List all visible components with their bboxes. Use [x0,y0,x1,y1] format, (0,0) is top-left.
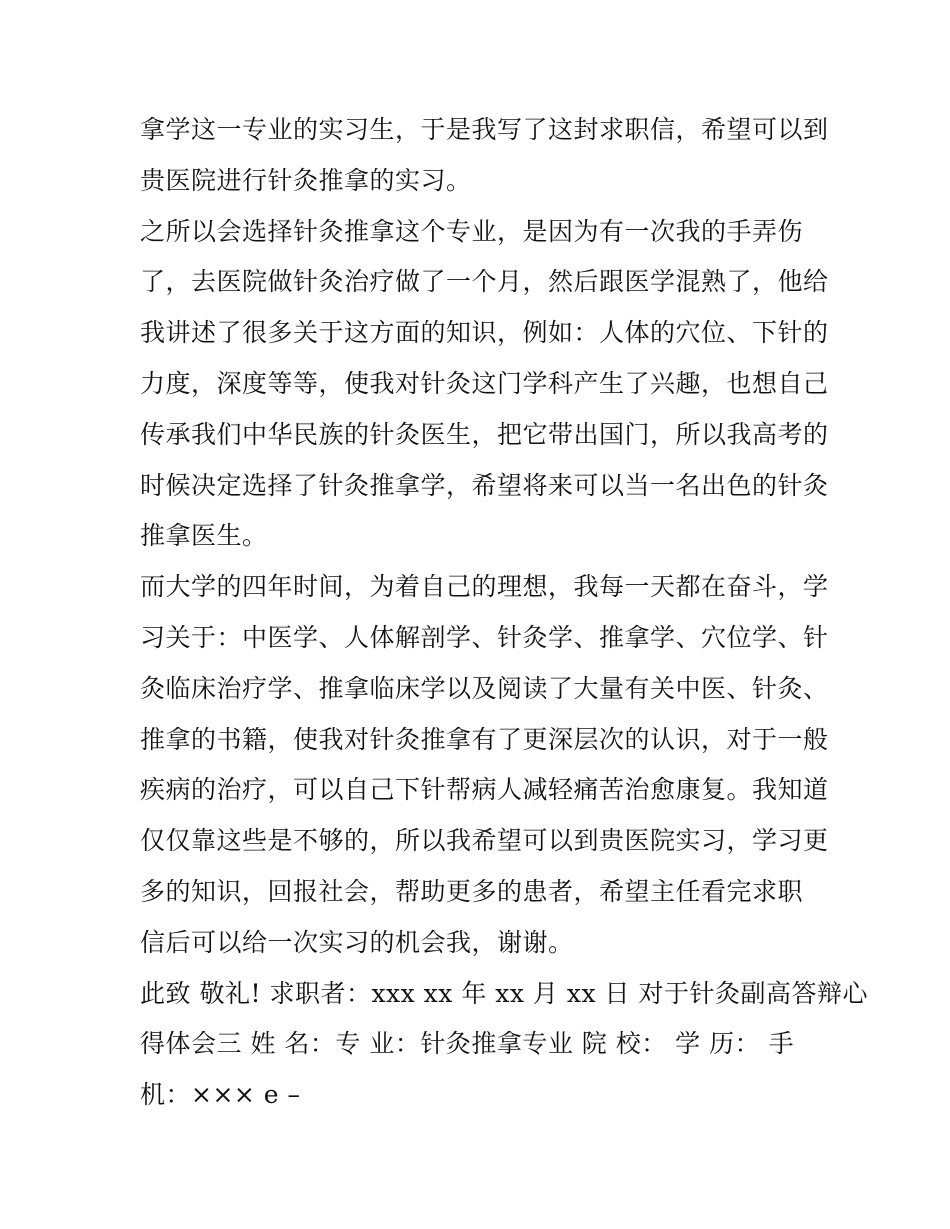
text-line: 机：××× e – [140,1080,301,1110]
text-line: 仅仅靠这些是不够的，所以我希望可以到贵医院实习，学习更 [140,826,829,856]
text-line: 贵医院进行针灸推拿的实习。 [140,165,472,195]
text-line: 推拿医生。 [140,521,268,551]
text-line: 传承我们中华民族的针灸医生，把它带出国门，所以我高考的 [140,419,829,449]
text-line: 此致 敬礼! 求职者：xxx xx 年 xx 月 xx 日 对于针灸副高答辩心 [140,978,868,1008]
text-line: 得体会三 姓 名：专 业：针灸推拿专业 院 校： 学 历： 手 [140,1029,795,1059]
text-line: 了，去医院做针灸治疗做了一个月，然后跟医学混熟了，他给 [140,267,829,297]
text-line: 拿学这一专业的实习生，于是我写了这封求职信，希望可以到 [140,115,829,144]
text-line: 信后可以给一次实习的机会我，谢谢。 [140,927,574,957]
text-line: 推拿的书籍，使我对针灸推拿有了更深层次的认识，对于一般 [140,724,829,754]
text-line: 习关于：中医学、人体解剖学、针灸学、推拿学、穴位学、针 [140,622,829,652]
document-body-text [140,108,868,1124]
text-line: 多的知识，回报社会，帮助更多的患者，希望主任看完求职 [140,876,804,906]
text-line: 疾病的治疗，可以自己下针帮病人减轻痛苦治愈康复。我知道 [140,775,829,805]
text-line: 力度，深度等等，使我对针灸这门学科产生了兴趣，也想自己 [140,368,829,398]
text-line: 而大学的四年时间，为着自己的理想，我每一天都在奋斗，学 [140,572,829,602]
text-line: 灸临床治疗学、推拿临床学以及阅读了大量有关中医、针灸、 [140,673,829,703]
text-line: 我讲述了很多关于这方面的知识，例如：人体的穴位、下针的 [140,318,829,348]
text-line: 时候决定选择了针灸推拿学，希望将来可以当一名出色的针灸 [140,470,829,500]
text-line: 之所以会选择针灸推拿这个专业，是因为有一次我的手弄伤 [140,216,804,246]
